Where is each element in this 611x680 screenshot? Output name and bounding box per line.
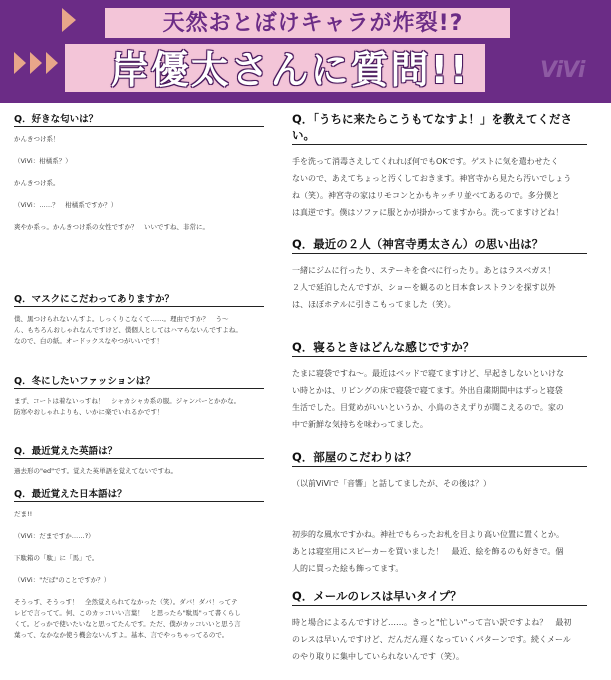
answer-text xyxy=(292,475,587,577)
question-heading: Q．最近の２人（神宮寺勇太さん）の思い出は？ xyxy=(292,236,587,254)
qa-block xyxy=(14,486,264,641)
answer-line: 中で新鮮な気持ちを味わってました。 xyxy=(292,420,428,429)
answer-line xyxy=(14,564,264,575)
answer-line: 葉って、なかなか使う機会ないんすよ。基本、言でやっちゃってるので。 xyxy=(14,631,229,639)
answer-line: （ViVi：……？ 柑橘系ですか？） xyxy=(14,201,118,209)
answer-text xyxy=(292,365,587,433)
arrow-icon xyxy=(62,8,76,32)
question-heading: Q．部屋のこだわりは？ xyxy=(292,449,587,467)
answer-line: 人的に買った絵も飾ってます。 xyxy=(292,564,404,573)
answer-line xyxy=(14,211,264,222)
answer-line: ないので、あえてちょっと汚くしておきます。神宮寺から見たら汚いでしょう xyxy=(292,174,572,183)
answer-text xyxy=(292,614,587,665)
answer-line: ２人で延泊したんですが、ショーを観るのと日本食レストランを探す以外 xyxy=(292,283,556,292)
arrow-icon xyxy=(30,52,42,74)
answer-line xyxy=(14,167,264,178)
answer-line: くて。どっかで使いたいなと思ってたんです。ただ、僕がカッコいいと思う言 xyxy=(14,620,241,628)
answer-line xyxy=(14,520,264,531)
answer-line: たまに寝袋ですね〜。最近はベッドで寝てますけど、早起きしないといけな xyxy=(292,369,564,378)
question-heading: Q．冬にしたいファッションは？ xyxy=(14,373,264,389)
answer-line: 手を洗って消毒さえしてくれれば何でもOKです。ゲストに気を遣わせたく xyxy=(292,157,559,166)
answer-line xyxy=(14,189,264,200)
question-heading: Q．マスクにこだわってありますか？ xyxy=(14,291,264,307)
answer-line: 過去形の"ed"です。覚えた英単語を覚えてないですね。 xyxy=(14,467,178,475)
question-heading: Q．最近覚えた英語は？ xyxy=(14,443,264,459)
answer-line: まず、コートは着ないっすね！ シャカシャカ系の服。ジャンパーとかかな。 xyxy=(14,397,241,405)
answer-line: 初歩的な風水ですかね。神社でもらったお札を目より高い位置に置くとか。 xyxy=(292,530,564,539)
answer-line: そうっす、そうっす！ 全然覚えられてなかった（笑）。ダバ！ダバ！ってテ xyxy=(14,598,238,606)
answer-line xyxy=(14,145,264,156)
qa-block xyxy=(14,111,264,233)
arrow-icon xyxy=(14,52,26,74)
qa-block xyxy=(14,291,264,347)
question-heading: Q．寝るときはどんな感じですか？ xyxy=(292,339,587,357)
answer-line: かんきつけ系。 xyxy=(14,179,60,187)
answer-line xyxy=(14,586,264,597)
qa-block xyxy=(292,339,587,433)
answer-line: ね（笑）。神宮寺の家はリモコンとかもキッチリ並べてあるので。多分僕と xyxy=(292,191,560,200)
answer-line: （ViVi："だば"のことですか？） xyxy=(14,576,111,584)
answer-line: （ViVi：柑橘系？） xyxy=(14,157,72,165)
question-heading: Q．最近覚えた日本語は？ xyxy=(14,486,264,502)
answer-line: 僕、黒つけられないんすよ。しっくりこなくて……。理由ですか？ う〜 xyxy=(14,315,229,323)
page-title: 岸優太さんに質問!! xyxy=(110,48,470,92)
header-banner xyxy=(0,0,611,103)
answer-text xyxy=(292,262,587,313)
answer-line xyxy=(14,542,264,553)
answer-line: 下駄箱の「駄」に「馬」で。 xyxy=(14,554,99,562)
question-heading: Q．メールのレスは早いタイプ？ xyxy=(292,588,587,606)
answer-line: （以前ViViで「音響」と話してましたが、その後は？） xyxy=(292,479,492,488)
question-heading: Q．好きな匂いは？ xyxy=(14,111,264,127)
qa-block xyxy=(292,111,587,221)
answer-text xyxy=(14,396,264,418)
answer-line: のやり取りに集中していられないんです（笑）。 xyxy=(292,652,464,661)
answer-line: レビで言ってて。何、このカッコいい言葉！ と思ったら"駄馬"って書くらし xyxy=(14,609,241,617)
qa-block xyxy=(14,373,264,418)
answer-line xyxy=(292,492,587,509)
answer-line: あとは寝室用にスピーカーを買いました！ 最近、絵を飾るのも好きで。個 xyxy=(292,547,564,556)
answer-text xyxy=(14,509,264,641)
answer-line: 時と場合によるんですけど……。きっと"忙しい"って言い訳ですよね？ 最初 xyxy=(292,618,572,627)
qa-block xyxy=(292,236,587,313)
qa-block xyxy=(14,443,264,477)
answer-line: のレスは早いんですけど、だんだん遅くなっていくパターンです。続くメール xyxy=(292,635,571,644)
answer-line: い時とかは、リビングの床で寝袋で寝てます。外出自粛期間中はずっと寝袋 xyxy=(292,386,563,395)
qa-block xyxy=(292,588,587,665)
subtitle: 天然おとぼけキャラが炸裂!? xyxy=(162,11,464,36)
answer-line: だま!! xyxy=(14,510,33,518)
answer-line: かんきつけ系！ xyxy=(14,135,60,143)
answer-text xyxy=(292,153,587,221)
answer-line: 防寒やおしゃれよりも、いかに楽でいれるかです！ xyxy=(14,408,164,416)
vivi-logo: ViVi xyxy=(540,58,585,83)
answer-line: なので、白の紙。オードックスなやつがいいです！ xyxy=(14,337,164,345)
answer-text xyxy=(14,466,264,477)
answer-text xyxy=(14,134,264,233)
answer-line: は、ほぼホテルに引きこもってました（笑）。 xyxy=(292,300,456,309)
answer-line: 一緒にジムに行ったり、ステーキを食べに行ったり。あとはラスベガス！ xyxy=(292,266,556,275)
qa-block xyxy=(292,449,587,577)
answer-line: （ViVi：だまですか……?） xyxy=(14,532,95,540)
question-heading: Q．「うちに来たらこうもてなすよ！」を教えてください。 xyxy=(292,111,587,145)
answer-text xyxy=(14,314,264,347)
answer-line xyxy=(292,509,587,526)
answer-line: 爽やか系っ。かんきつけ系の女性ですか？ いいですね、非常に。 xyxy=(14,223,209,231)
answer-line: ん、もちろんおしゃれなんですけど、僕個人としてはハマらないんですよね。 xyxy=(14,326,242,334)
answer-line: は真逆です。僕はソファに服とかが掛かってますから。洗ってますけどね！ xyxy=(292,208,564,217)
answer-line: 生活でした。目覚めがいいというか、小鳥のさえずりが聞こえるので。家の xyxy=(292,403,564,412)
arrow-icon xyxy=(46,52,58,74)
